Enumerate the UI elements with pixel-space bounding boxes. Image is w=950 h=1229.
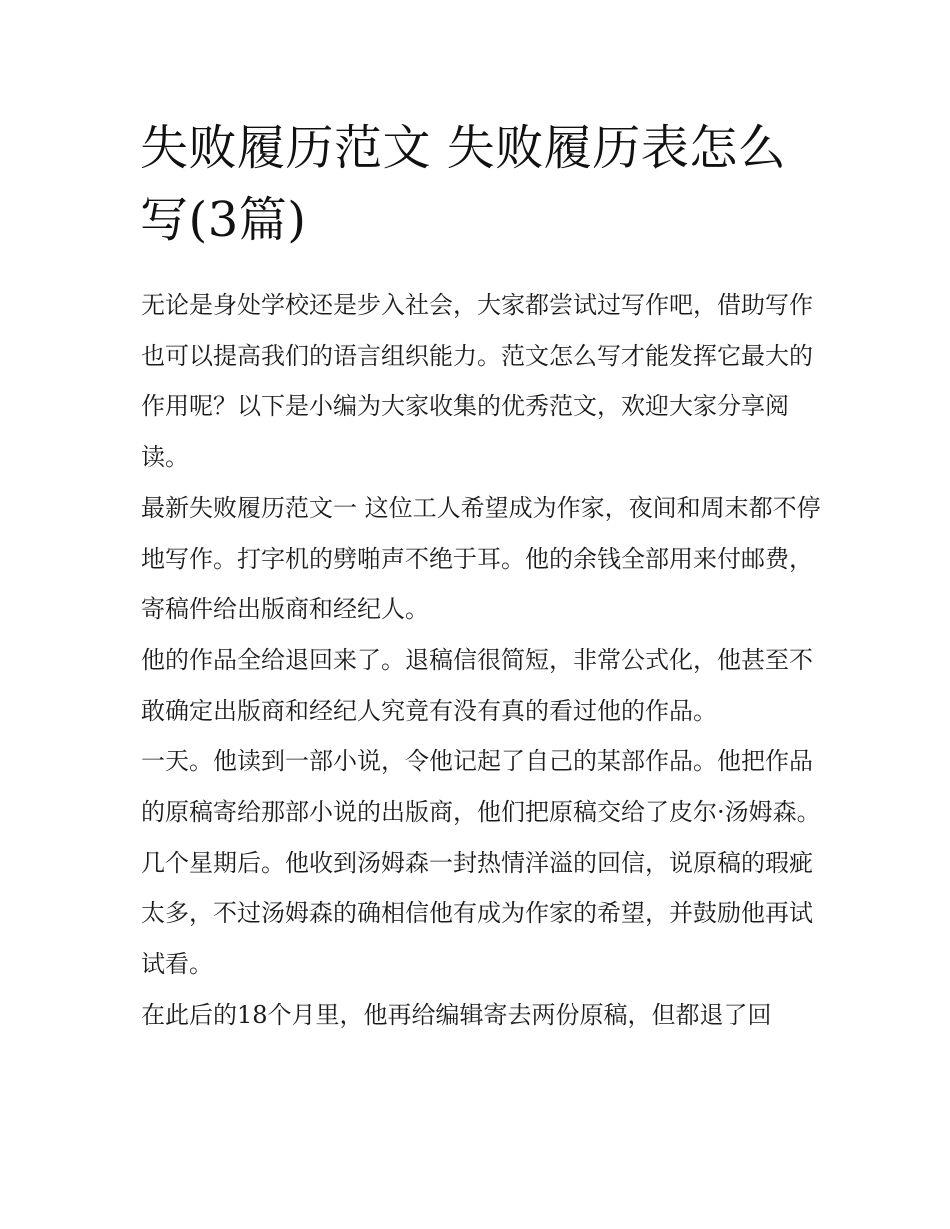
paragraph-5: 在此后的18个月里，他再给编辑寄去两份原稿，但都退了回 — [141, 1000, 772, 1029]
paragraph-intro: 无论是身处学校还是步入社会，大家都尝试过写作吧，借助写作也可以提高我们的语言组织能力。范文怎么写才能发挥它最大的作用呢？以下是小编为大家收集的优秀范文，欢迎大家分享阅读。 — [141, 291, 813, 472]
document-body — [141, 280, 821, 1041]
paragraph-2: 他的作品全给退回来了。退稿信很简短，非常公式化，他甚至不敢确定出版商和经纪人究竟有没有真的看过他的作品。 — [141, 645, 813, 725]
paragraph-3: 一天。他读到一部小说，令他记起了自己的某部作品。他把作品的原稿寄给那部小说的出版商，他们把原稿交给了皮尔·汤姆森。 — [141, 747, 821, 827]
paragraph-1: 最新失败履历范文一 这位工人希望成为作家，夜间和周末都不停地写作。打字机的劈啪声不绝于耳。他的余钱全部用来付邮费，寄稿件给出版商和经纪人。 — [141, 493, 821, 624]
document-title: 失败履历范文 失败履历表怎么写(3篇) — [140, 120, 787, 248]
paragraph-4: 几个星期后。他收到汤姆森一封热情洋溢的回信，说原稿的瑕疵太多，不过汤姆森的确相信他有成为作家的希望，并鼓励他再试试看。 — [141, 848, 813, 979]
